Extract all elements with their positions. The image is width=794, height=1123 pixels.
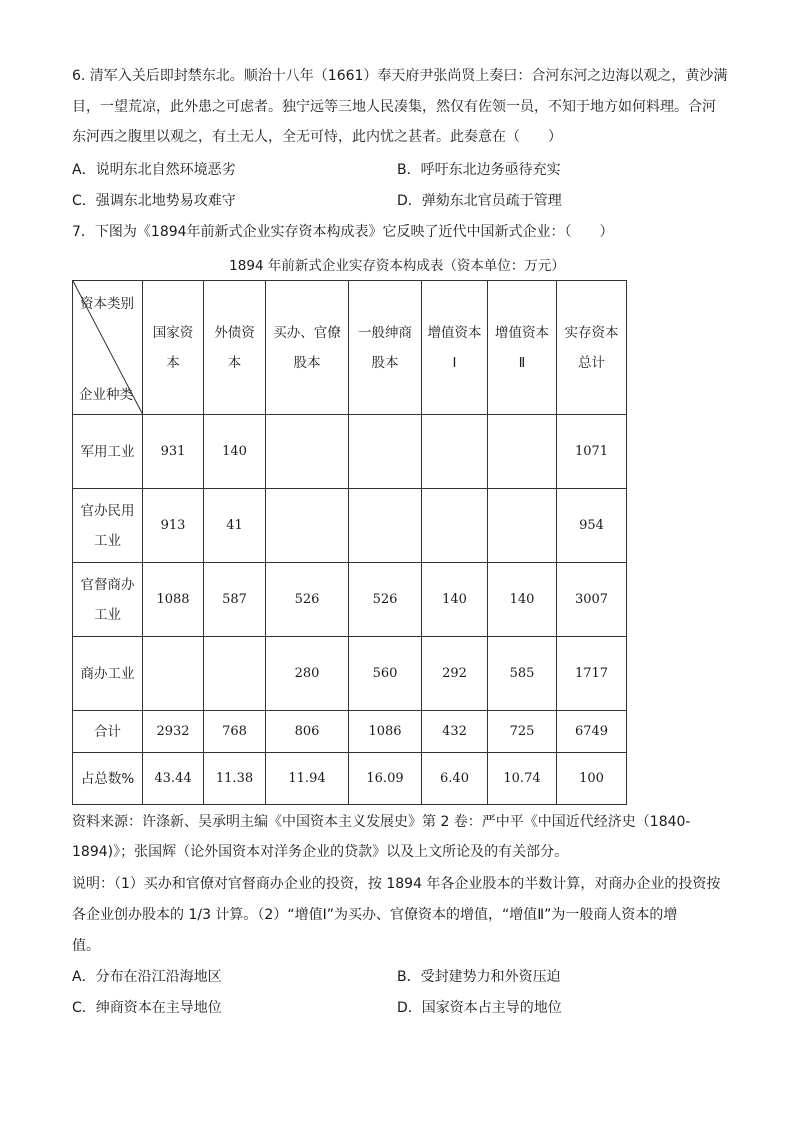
- table-cell: [488, 489, 557, 563]
- row-label: 官督商办工业: [73, 563, 143, 637]
- table-cell: 10.74: [488, 753, 557, 805]
- q7-option-a: A．分布在沿江沿海地区: [72, 969, 222, 985]
- table-cell: [349, 489, 422, 563]
- table-cell: 11.94: [266, 753, 349, 805]
- q6-stem-line-2: 目，一望荒凉，此外患之可虑者。独宁远等三地人民凑集，然仅有佐领一员，不知于地方如何料理。合河: [72, 99, 716, 115]
- column-header: 增值资本Ⅱ: [488, 281, 557, 415]
- q7-stem: 7．下图为《1894年前新式企业实存资本构成表》它反映了近代中国新式企业：（ ）: [72, 224, 614, 240]
- column-header: 买办、官僚股本: [266, 281, 349, 415]
- table-cell: 585: [488, 637, 557, 711]
- corner-header-bottom: 企业种类: [79, 387, 133, 403]
- row-label: 占总数%: [73, 753, 143, 805]
- source-line-1: 资料来源：许涤新、吴承明主编《中国资本主义发展史》第 2 卷：严中平《中国近代经济史（1840-: [72, 814, 691, 830]
- table-cell: [488, 415, 557, 489]
- table-cell: 6749: [557, 711, 627, 753]
- table-cell: 931: [143, 415, 204, 489]
- table-cell: 913: [143, 489, 204, 563]
- table-cell: [349, 415, 422, 489]
- table-title: 1894 年前新式企业实存资本构成表（资本单位：万元）: [229, 258, 565, 274]
- table-cell: 41: [204, 489, 266, 563]
- table-cell: 11.38: [204, 753, 266, 805]
- table-cell: 1717: [557, 637, 627, 711]
- table-cell: 292: [422, 637, 488, 711]
- table-row: [73, 415, 627, 489]
- table-cell: 526: [349, 563, 422, 637]
- table-cell: 725: [488, 711, 557, 753]
- table-cell: 526: [266, 563, 349, 637]
- table-cell: [143, 637, 204, 711]
- table-cell: 1071: [557, 415, 627, 489]
- q6-stem-line-3: 东河西之腹里以观之，有土无人，全无可恃，此内忧之甚者。此奏意在（ ）: [72, 129, 562, 145]
- q6-option-d: D．弹劾东北官员疏于管理: [397, 193, 562, 209]
- q6-option-c: C．强调东北地势易攻难守: [72, 193, 236, 209]
- table-cell: 954: [557, 489, 627, 563]
- table-cell: 140: [422, 563, 488, 637]
- note-line-3: 值。: [72, 938, 100, 954]
- table-cell: 140: [488, 563, 557, 637]
- q7-option-b: B．受封建势力和外资压迫: [397, 969, 561, 985]
- column-header: 增值资本Ⅰ: [422, 281, 488, 415]
- table-cell: 1088: [143, 563, 204, 637]
- note-line-1: 说明：（1）买办和官僚对官督商办企业的投资，按 1894 年各企业股本的半数计算，对商办企业的投资按: [72, 876, 721, 892]
- table-header-row: [73, 281, 627, 415]
- q7-option-d: D．国家资本占主导的地位: [397, 1000, 562, 1016]
- column-header: 国家资本: [143, 281, 204, 415]
- table-cell: 1086: [349, 711, 422, 753]
- capital-table: [72, 280, 627, 805]
- corner-header-cell: [73, 281, 143, 415]
- column-header: 一般绅商股本: [349, 281, 422, 415]
- q6-option-b: B．呼吁东北边务亟待充实: [397, 162, 561, 178]
- table-cell: 432: [422, 711, 488, 753]
- table-cell: 43.44: [143, 753, 204, 805]
- table-cell: 2932: [143, 711, 204, 753]
- table-cell: [422, 415, 488, 489]
- row-label: 官办民用工业: [73, 489, 143, 563]
- q6-option-a: A．说明东北自然环境恶劣: [72, 162, 236, 178]
- table-cell: [266, 489, 349, 563]
- table-cell: 3007: [557, 563, 627, 637]
- column-header: 实存资本总计: [557, 281, 627, 415]
- table-cell: 140: [204, 415, 266, 489]
- table-row: [73, 489, 627, 563]
- row-label: 军用工业: [73, 415, 143, 489]
- table-cell: 768: [204, 711, 266, 753]
- table-cell: [204, 637, 266, 711]
- source-line-2: 1894)》；张国辉（论外国资本对洋务企业的贷款》以及上文所论及的有关部分。: [72, 844, 569, 860]
- table-cell: 806: [266, 711, 349, 753]
- table-cell: 587: [204, 563, 266, 637]
- row-label: 合计: [73, 711, 143, 753]
- table-row: [73, 563, 627, 637]
- table-cell: 100: [557, 753, 627, 805]
- note-line-2: 各企业创办股本的 1/3 计算。（2）“增值Ⅰ”为买办、官僚资本的增值，“增值Ⅱ”为一般商人资本的增: [72, 907, 678, 923]
- column-header: 外债资本: [204, 281, 266, 415]
- table-cell: 560: [349, 637, 422, 711]
- row-label: 商办工业: [73, 637, 143, 711]
- table-cell: [266, 415, 349, 489]
- table-cell: 6.40: [422, 753, 488, 805]
- table-cell: 280: [266, 637, 349, 711]
- table-row-percent: [73, 753, 627, 805]
- q7-option-c: C．绅商资本在主导地位: [72, 1000, 222, 1016]
- q6-stem-line-1: 6. 清军入关后即封禁东北。顺治十八年（1661）奉天府尹张尚贤上奏曰：合河东河之边海以观之，黄沙满: [72, 68, 728, 84]
- table-row-total: [73, 711, 627, 753]
- table-cell: 16.09: [349, 753, 422, 805]
- table-row: [73, 637, 627, 711]
- corner-header-top: 资本类别: [80, 296, 134, 312]
- table-cell: [422, 489, 488, 563]
